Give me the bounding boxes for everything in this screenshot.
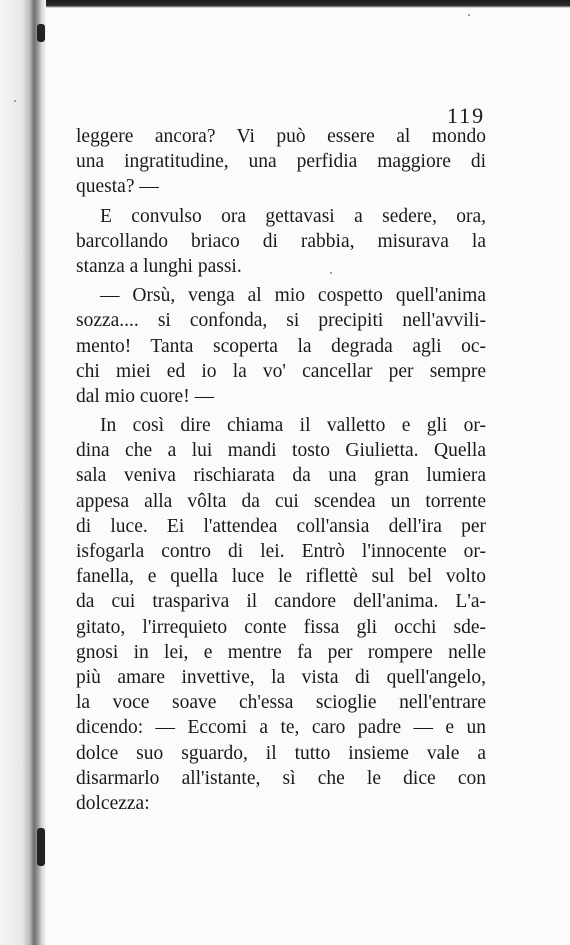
text-line: gnosi in lei, e mentre fa per rompere nelle bbox=[76, 641, 486, 663]
binding-stain-top bbox=[37, 24, 45, 42]
book-binding bbox=[0, 0, 46, 945]
text-line: fanella, e quella luce le riflettè sul bel volto bbox=[76, 566, 486, 588]
paper-speck bbox=[468, 14, 470, 16]
text-line: dicendo: — Eccomi a te, caro padre — e un bbox=[76, 717, 486, 739]
paragraph bbox=[76, 124, 486, 200]
text-line: mento! Tanta scoperta la degrada agli oc- bbox=[76, 335, 486, 357]
paper-speck bbox=[14, 100, 16, 102]
page-number: 119 bbox=[447, 103, 486, 128]
text-line: questa? — bbox=[76, 176, 159, 198]
text-line: dina che a lui mandi tosto Giulietta. Quella bbox=[76, 440, 486, 462]
text-line: da cui traspariva il candore dell'anima. L'a- bbox=[76, 591, 486, 613]
text-line: barcollando briaco di rabbia, misurava la bbox=[76, 230, 486, 252]
text-line: dal mio cuore! — bbox=[76, 385, 215, 407]
text-line: — Orsù, venga al mio cospetto quell'anima bbox=[100, 285, 486, 307]
text-line: stanza a lunghi passi. bbox=[76, 255, 242, 277]
paragraph bbox=[76, 204, 486, 280]
text-line: sala veniva rischiarata da una gran lumiera bbox=[76, 465, 486, 487]
text-line: la voce soave ch'essa scioglie nell'entrare bbox=[76, 692, 486, 714]
text-line: In così dire chiama il valletto e gli or- bbox=[100, 415, 486, 437]
text-line: dolcezza: bbox=[76, 792, 150, 814]
text-line: E convulso ora gettavasi a sedere, ora, bbox=[100, 205, 486, 227]
text-line: più amare invettive, la vista di quell'angelo, bbox=[76, 666, 486, 688]
page-top-edge bbox=[0, 0, 570, 8]
text-line: gitato, l'irrequieto conte fissa gli occhi sde- bbox=[76, 616, 486, 638]
text-line: disarmarlo all'istante, sì che le dice con bbox=[76, 767, 486, 789]
paragraph bbox=[76, 413, 486, 816]
paragraph bbox=[76, 283, 486, 409]
text-line: dolce suo sguardo, il tutto insieme vale a bbox=[76, 742, 486, 764]
text-line: leggere ancora? Vi può essere al mondo bbox=[76, 126, 486, 147]
binding-stain-bottom bbox=[37, 828, 45, 866]
body-text bbox=[76, 124, 486, 816]
text-line: appesa alla vôlta da cui scendea un torrente bbox=[76, 490, 486, 512]
text-line: sozza.... si confonda, si precipiti nell'avvili- bbox=[76, 310, 486, 332]
text-line: di luce. Ei l'attendea coll'ansia dell'ira per bbox=[76, 515, 486, 537]
text-line: chi miei ed io la vo' cancellar per sempre bbox=[76, 360, 486, 382]
text-line: una ingratitudine, una perfidia maggiore di bbox=[76, 151, 486, 173]
text-line: isfogarla contro di lei. Entrò l'innocente or- bbox=[76, 541, 486, 562]
